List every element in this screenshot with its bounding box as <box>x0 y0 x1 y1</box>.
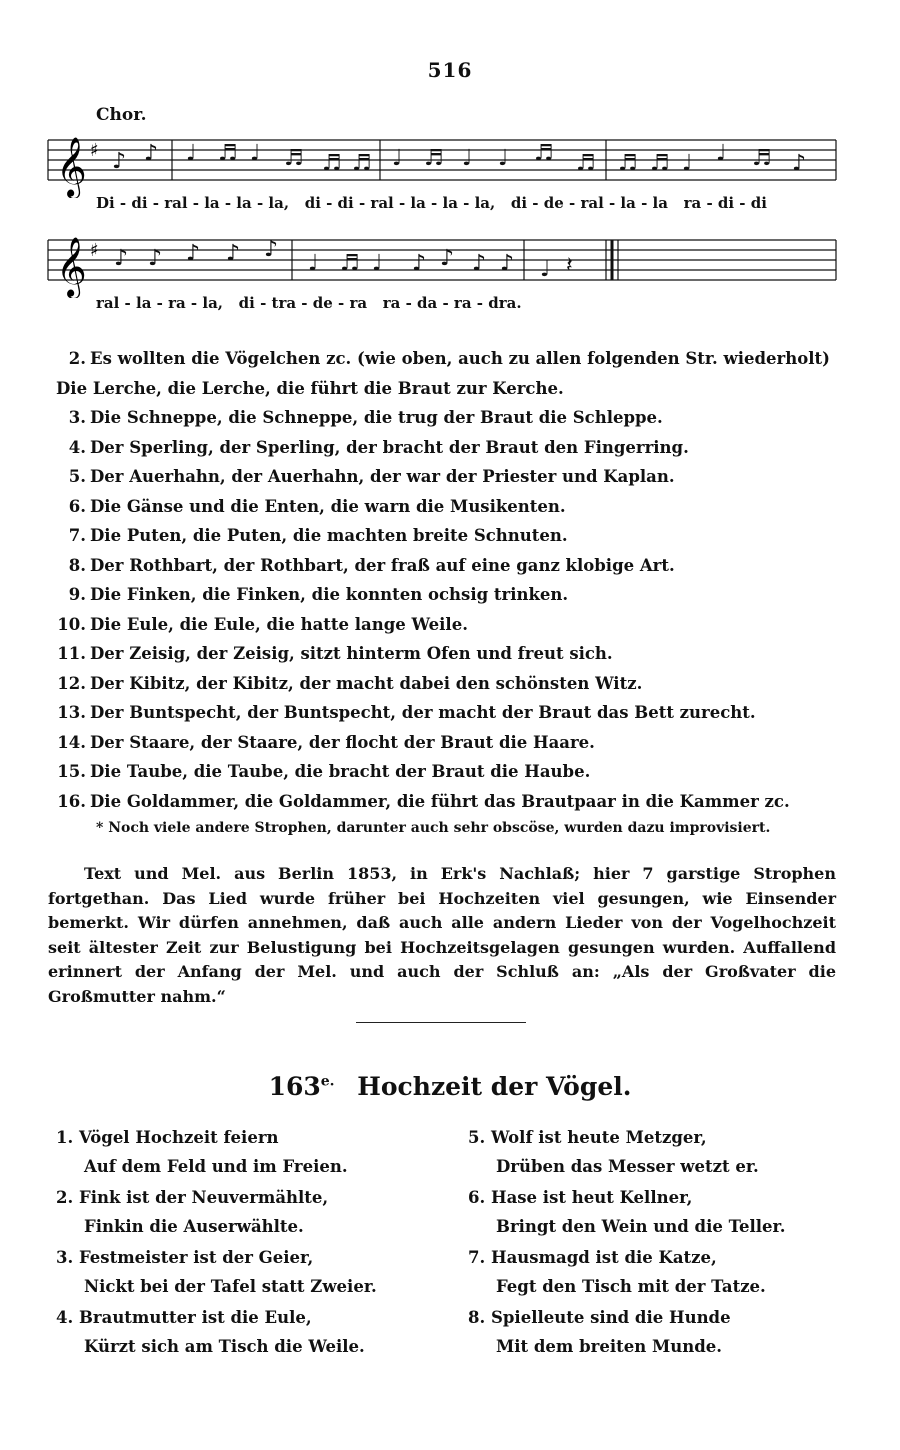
verse-item <box>56 403 846 433</box>
verse-list <box>56 344 846 816</box>
svg-text:♪: ♪ <box>186 241 201 266</box>
stanza-number: 6. <box>468 1188 486 1207</box>
verse-number: 8. <box>68 555 86 575</box>
verse-number: 14. <box>57 732 86 752</box>
verse-item <box>56 757 846 787</box>
svg-text:♪: ♪ <box>792 151 807 176</box>
stanza-line: Wolf ist heute Metzger, <box>490 1128 707 1147</box>
music-label: Chor. <box>96 105 147 125</box>
svg-text:♯: ♯ <box>90 240 99 261</box>
stanza <box>56 1303 456 1361</box>
verse-number: 3. <box>68 408 86 427</box>
svg-text:♩: ♩ <box>392 146 403 171</box>
svg-text:♬: ♬ <box>352 151 372 176</box>
verse-item <box>56 433 846 463</box>
stanza-column-right <box>468 1123 868 1363</box>
verse-text: Die Gänse und die Enten, die warn die Musikenten. <box>90 496 566 516</box>
verse-item <box>56 551 846 581</box>
verse-item <box>56 669 846 699</box>
stanza-line: Spielleute sind die Hunde <box>490 1308 731 1327</box>
verse-number: 5. <box>68 467 86 486</box>
verse-number: 12. <box>57 673 86 693</box>
stanza <box>468 1243 868 1301</box>
stanza <box>468 1303 868 1361</box>
verse-text: Der Buntspecht, der Buntspecht, der macht der Braut das Bett zurecht. <box>90 703 756 722</box>
svg-text:♯: ♯ <box>90 140 99 161</box>
stanza <box>56 1183 456 1241</box>
svg-text:♩: ♩ <box>250 141 261 166</box>
stanza-number: 4. <box>56 1308 74 1327</box>
svg-text:♩: ♩ <box>682 151 693 176</box>
stanza <box>56 1123 456 1181</box>
svg-text:♪: ♪ <box>148 246 163 271</box>
verse-number: 7. <box>68 526 86 545</box>
lyrics-line-2: ral - la - ra - la, di - tra - de - ra ra - da - ra - dra. <box>96 294 522 312</box>
stanza-line: Brautmutter ist die Eule, <box>78 1308 312 1327</box>
verse-text: Die Puten, die Puten, die machten breite Schnuten. <box>90 526 568 545</box>
svg-text:♬: ♬ <box>576 151 596 176</box>
stanza-number: 8. <box>468 1308 486 1327</box>
svg-text:♩: ♩ <box>372 251 383 276</box>
svg-text:♬: ♬ <box>424 146 444 171</box>
svg-text:♩: ♩ <box>308 251 319 276</box>
stanza-line: Mit dem breiten Munde. <box>496 1337 723 1356</box>
lyrics-line-1: Di - di - ral - la - la - la, di - di - ral - la - la - la, di - de - ral - la - la ra - di - di <box>96 194 767 212</box>
svg-text:♬: ♬ <box>534 141 554 166</box>
svg-text:♩: ♩ <box>186 141 197 166</box>
svg-text:♬: ♬ <box>340 251 360 276</box>
section-divider <box>356 1022 526 1023</box>
verse-number: 13. <box>57 703 86 722</box>
svg-text:♬: ♬ <box>752 146 772 171</box>
svg-text:♬: ♬ <box>322 151 342 176</box>
stanza-column-left <box>56 1123 456 1363</box>
verse-item <box>56 492 846 522</box>
verse-item <box>56 580 846 610</box>
stanza-line: Hase ist heut Kellner, <box>490 1188 693 1207</box>
song-number-value: 163 <box>268 1072 321 1101</box>
verse-text: Die Goldammer, die Goldammer, die führt das Brautpaar in die Kammer zc. <box>90 791 790 811</box>
svg-text:♩: ♩ <box>498 146 509 171</box>
verse-text: Der Rothbart, der Rothbart, der fraß auf eine ganz klobige Art. <box>90 555 675 575</box>
verse-item <box>56 521 846 551</box>
svg-text:♪: ♪ <box>112 149 127 174</box>
verse-item <box>56 610 846 640</box>
verse-item <box>56 787 846 817</box>
verse-number: 10. <box>57 614 86 634</box>
footnote: * Noch viele andere Strophen, darunter auch sehr obscöse, wurden dazu improvisiert. <box>96 820 771 836</box>
song-title: Hochzeit der Vögel. <box>357 1072 632 1101</box>
verse-item <box>56 639 846 669</box>
stanza-number: 1. <box>56 1128 74 1147</box>
svg-text:𝄽: 𝄽 <box>566 253 573 278</box>
song-number <box>269 1072 335 1101</box>
verse-text: Es wollten die Vögelchen zc. (wie oben, auch zu allen folgenden Str. wiederholt) <box>90 349 830 368</box>
svg-text:𝄞: 𝄞 <box>56 237 87 297</box>
stanza-number: 3. <box>56 1248 74 1267</box>
stanza <box>468 1123 868 1181</box>
stanza-line: Finkin die Auserwählte. <box>84 1217 304 1236</box>
verse-item <box>56 728 846 758</box>
stanza <box>468 1183 868 1241</box>
stanza-line: Drüben das Messer wetzt er. <box>496 1157 759 1176</box>
verse-item <box>56 698 846 728</box>
music-staff-1 <box>0 128 900 198</box>
stanza-line: Auf dem Feld und im Freien. <box>84 1157 348 1176</box>
svg-text:♩: ♩ <box>540 257 551 282</box>
verse-number: 4. <box>68 437 86 457</box>
svg-text:𝄞: 𝄞 <box>56 137 87 197</box>
verse-text: Der Auerhahn, der Auerhahn, der war der Priester und Kaplan. <box>90 467 675 486</box>
verse-text: Die Eule, die Eule, die hatte lange Weile. <box>90 614 468 634</box>
stanza-number: 7. <box>468 1248 486 1267</box>
svg-text:♩: ♩ <box>462 146 473 171</box>
svg-text:♪: ♪ <box>440 246 455 271</box>
stanza-number: 5. <box>468 1128 486 1147</box>
svg-text:♬: ♬ <box>650 151 670 176</box>
svg-text:♪: ♪ <box>500 251 515 276</box>
verse-number: 15. <box>57 762 86 781</box>
stanza-line: Fegt den Tisch mit der Tatze. <box>496 1277 766 1296</box>
stanza-line: Vögel Hochzeit feiern <box>78 1128 279 1147</box>
svg-text:♩: ♩ <box>716 141 727 166</box>
music-staff-2 <box>0 228 900 298</box>
page-number: 516 <box>427 58 473 82</box>
svg-text:♪: ♪ <box>412 251 427 276</box>
song-number-suffix: e. <box>320 1073 335 1090</box>
stanza-line: Hausmagd ist die Katze, <box>490 1248 717 1267</box>
stanza <box>56 1243 456 1301</box>
stanza-line: Bringt den Wein und die Teller. <box>496 1217 786 1236</box>
verse-text: Der Sperling, der Sperling, der bracht der Braut den Fingerring. <box>90 437 689 457</box>
verse-number: 2. <box>68 349 86 368</box>
song-heading <box>0 1072 900 1101</box>
stanza-line: Kürzt sich am Tisch die Weile. <box>84 1337 365 1356</box>
verse-text: Die Schneppe, die Schneppe, die trug der Braut die Schleppe. <box>90 408 663 427</box>
svg-text:♬: ♬ <box>618 151 638 176</box>
svg-text:♪: ♪ <box>264 237 279 262</box>
svg-text:♪: ♪ <box>144 141 159 166</box>
verse-number: 16. <box>57 791 86 811</box>
svg-text:♪: ♪ <box>114 246 129 271</box>
stanza-line: Fink ist der Neuvermählte, <box>78 1188 329 1207</box>
verse-item <box>56 462 846 492</box>
svg-text:♪: ♪ <box>226 241 241 266</box>
stanza-number: 2. <box>56 1188 74 1207</box>
verse-number: 9. <box>68 585 86 604</box>
verse-number: 6. <box>68 496 86 516</box>
verse-text: Die Taube, die Taube, die bracht der Braut die Haube. <box>90 762 591 781</box>
svg-text:♬: ♬ <box>284 146 304 171</box>
stanza-line: Nickt bei der Tafel statt Zweier. <box>84 1277 377 1296</box>
verse-item <box>56 344 846 374</box>
stanza-line: Festmeister ist der Geier, <box>78 1248 314 1267</box>
verse-text: Die Finken, die Finken, die konnten ochsig trinken. <box>90 585 569 604</box>
verse-text: Der Zeisig, der Zeisig, sitzt hinterm Ofen und freut sich. <box>90 644 613 663</box>
svg-text:♪: ♪ <box>472 251 487 276</box>
verse-text: Der Staare, der Staare, der flocht der Braut die Haare. <box>90 732 595 752</box>
commentary-paragraph: Text und Mel. aus Berlin 1853, in Erk's Nachlaß; hier 7 garstige Strophen fortgethan. Das Lied wurde früher bei Hochzeiten viel gesungen, wie Einsender bemerkt. Wir dürfen annehmen, daß auch alle andern Lieder von der Vogelhochzeit seit ältester Zeit zur Belustigung bei Hochzeitsgelagen gesungen wurden. Auffallend erinnert der Anfang der Mel. und auch der Schluß an: „Als der Großvater die Großmutter nahm.“ <box>48 864 836 1006</box>
verse-number: 11. <box>57 644 86 663</box>
verse-continuation: Die Lerche, die Lerche, die führt die Braut zur Kerche. <box>56 378 564 398</box>
svg-text:♬: ♬ <box>218 141 238 166</box>
verse-text: Der Kibitz, der Kibitz, der macht dabei den schönsten Witz. <box>90 673 643 693</box>
